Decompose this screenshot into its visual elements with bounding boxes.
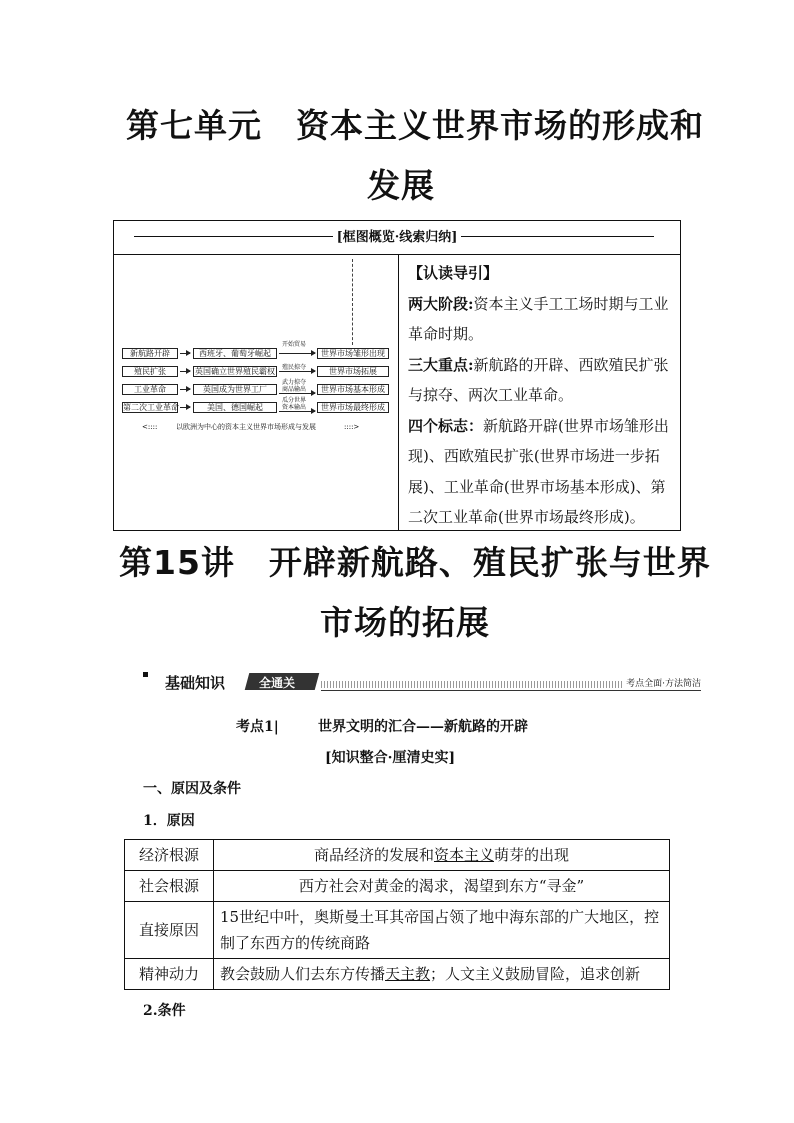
value-underlined: 资本主义 xyxy=(433,846,494,864)
kaodian-label: 考点1| xyxy=(236,719,279,735)
table-key: 精神动力 xyxy=(125,959,214,990)
value-text: ；人文主义鼓励冒险，追求创新 xyxy=(430,965,641,983)
arrow-label: 瓜分世界 xyxy=(282,397,307,404)
diagram-left-item: 殖民扩张 xyxy=(122,366,178,377)
diagram-right-item: 世界市场雏形出现 xyxy=(317,348,389,359)
table-value xyxy=(214,959,670,990)
diagram-mid-item: 美国、德国崛起 xyxy=(193,402,277,413)
guide-label: 三大重点: xyxy=(408,355,474,374)
table-key: 经济根源 xyxy=(125,840,214,871)
unit-title-line2: 发展 xyxy=(367,166,435,205)
diagram-left-item: 第二次工业革命 xyxy=(123,403,179,412)
value-text: 商品经济的发展和 xyxy=(313,846,434,864)
guide-label: 四个标志： xyxy=(408,416,484,435)
kaodian-label-text: 考点1 xyxy=(236,719,274,735)
banner-corner-mark xyxy=(143,672,148,677)
lesson-title-line1: 第15讲 开辟新航路、殖民扩张与世界 xyxy=(119,543,711,582)
column-divider xyxy=(398,254,399,530)
guide-text: 资本主义手工工场时期与工业革命时期。 xyxy=(408,294,669,343)
diagram-arrow xyxy=(279,353,315,354)
diagram-right-item: 世界市场最终形成 xyxy=(317,402,389,413)
table-row xyxy=(125,959,670,990)
banner-label: 基础知识 xyxy=(165,674,226,692)
unit-title-line1: 第七单元 资本主义世界市场的形成和 xyxy=(126,106,704,145)
banner-right-text: 考点全面·方法简洁 xyxy=(622,676,701,689)
diagram-arrow xyxy=(180,371,190,372)
overview-header xyxy=(114,221,680,255)
banner-rule xyxy=(321,690,701,691)
diagram-mid-item: 英国确立世界殖民霸权 xyxy=(195,367,275,376)
table-value xyxy=(214,840,670,871)
diagram-left-item: 工业革命 xyxy=(122,384,178,395)
diagram-right-item: 世界市场基本形成 xyxy=(317,384,389,395)
guide-paragraph-1 xyxy=(408,289,678,350)
table-value: 15世纪中叶，奥斯曼土耳其帝国占领了地中海东部的广大地区，控制了东西方的传统商路 xyxy=(214,902,670,959)
overview-frame xyxy=(113,220,681,531)
diagram-arrow xyxy=(279,371,315,372)
guide-text xyxy=(408,258,678,533)
diagram-mid-item: 英国成为世界工厂 xyxy=(193,384,277,395)
arrow-label: 殖民掠夺 xyxy=(282,364,307,371)
guide-paragraph-3 xyxy=(408,411,678,533)
table-key: 社会根源 xyxy=(125,871,214,902)
table-row xyxy=(125,840,670,871)
reasons-table xyxy=(124,839,670,990)
kaodian-title: 世界文明的汇合——新航路的开辟 xyxy=(318,719,528,735)
guide-text: 新航路的开辟、西欧殖民扩张与掠夺、两次工业革命。 xyxy=(408,355,669,404)
subsection-heading: 1．原因 xyxy=(143,813,195,829)
table-value: 西方社会对黄金的渴求，渴望到东方“寻金” xyxy=(214,871,670,902)
arrow-label: 武力掠夺 xyxy=(282,379,307,386)
value-text: 教会鼓励人们去东方传播 xyxy=(220,965,386,983)
value-underlined: 天主教 xyxy=(385,965,431,983)
value-text: 萌芽的出现 xyxy=(494,846,570,864)
diagram-footer-arrow-right: ::::> xyxy=(344,423,360,431)
diagram-arrow xyxy=(180,389,190,390)
sub-heading: [知识整合·厘清史实] xyxy=(325,750,456,766)
diagram-arrow xyxy=(279,411,315,412)
subsection-heading: 2.条件 xyxy=(143,1003,186,1019)
diagram-arrow xyxy=(279,393,315,394)
banner-tag: 全通关 xyxy=(259,676,296,690)
diagram-arrow xyxy=(180,407,190,408)
guide-heading: 【认读导引】 xyxy=(408,264,499,282)
table-row xyxy=(125,902,670,959)
diagram-footer: 以欧洲为中心的资本主义世界市场形成与发展 xyxy=(176,423,316,431)
lesson-title-line2: 市场的拓展 xyxy=(320,603,490,642)
arrow-label: 资本输出 xyxy=(282,404,307,411)
overview-header-text: [框图概览·线索归纳] xyxy=(333,230,462,245)
diagram-vertical-connector xyxy=(352,259,354,345)
guide-text: 新航路开辟(世界市场雏形出现)、西欧殖民扩张(世界市场进一步拓展)、工业革命(世界市场基本形成)、第二次工业革命(世界市场最终形成)。 xyxy=(408,416,669,526)
section-heading: 一、原因及条件 xyxy=(143,781,241,797)
arrow-label: 开始贸易 xyxy=(282,341,307,348)
diagram-right-item: 世界市场拓展 xyxy=(317,366,389,377)
table-row xyxy=(125,871,670,902)
guide-label: 两大阶段: xyxy=(408,294,474,313)
diagram-footer-arrow-left: <:::: xyxy=(142,423,158,431)
diagram-mid-item: 西班牙、葡萄牙崛起 xyxy=(193,348,277,359)
arrow-label: 商品输出 xyxy=(282,386,307,393)
diagram-left-item: 新航路开辟 xyxy=(122,348,178,359)
guide-paragraph-2 xyxy=(408,350,678,411)
section-banner xyxy=(143,672,701,692)
diagram-arrow xyxy=(180,353,190,354)
table-key: 直接原因 xyxy=(125,902,214,959)
